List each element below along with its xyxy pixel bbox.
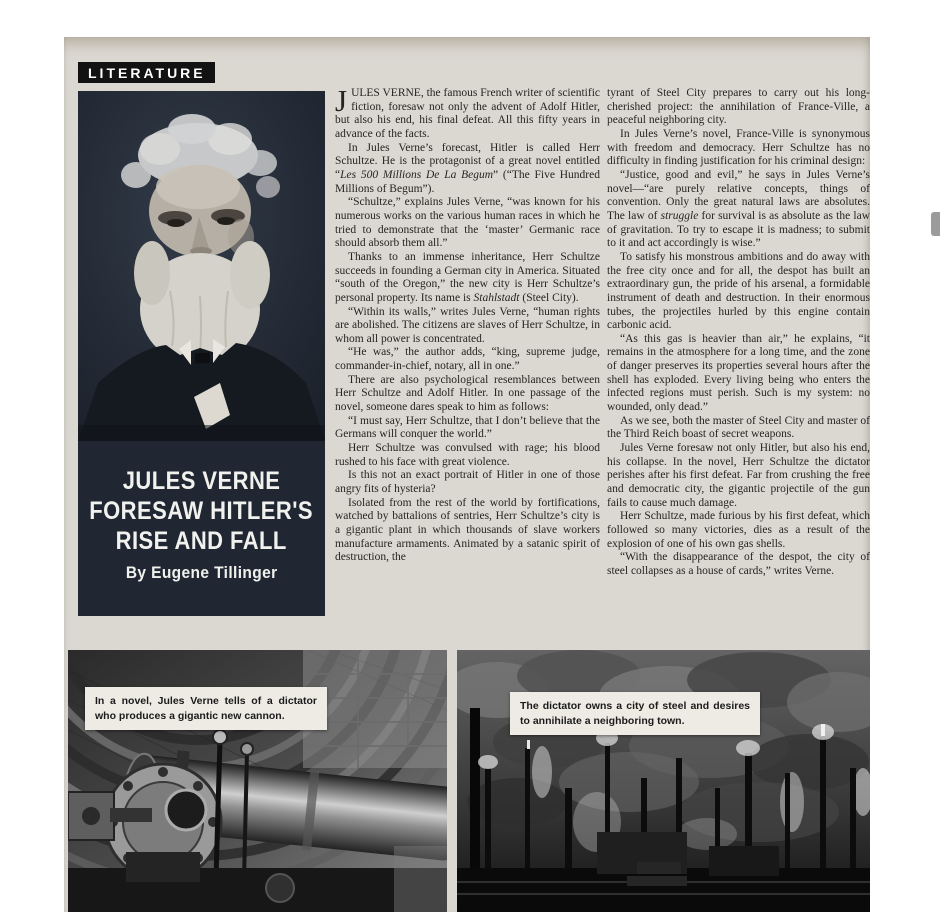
paragraph: JULES VERNE, the famous French writer of scientific fiction, foresaw not only the advent of Adolf Hitler, but also his end, his final defeat. All this fifty years in advance of the facts.	[335, 87, 600, 140]
paragraph: “I must say, Herr Schultze, that I don’t believe that the Germans will conquer the world.”	[335, 414, 600, 441]
paragraph: In Jules Verne’s forecast, Hitler is called Herr Schultze. He is the protagonist of a great novel entitled “Les 500 Millions De La Begum” (“The Five Hundred Millions of Begum”).	[335, 141, 600, 195]
steel-city-photo	[457, 650, 870, 912]
paragraph: As we see, both the master of Steel City and master of the Third Reich boast of secret weapons.	[607, 414, 870, 441]
paragraph: In Jules Verne’s novel, France-Ville is synonymous with freedom and democracy. Herr Schultze has no difficulty in finding justification for his criminal design:	[607, 127, 870, 168]
paragraph: Isolated from the rest of the world by fortifications, watched by battalions of sentries, Herr Schultze’s city is a gigantic plant in which thousands of slave workers manufacture armaments. Animated by a satanic spirit of destruction, the	[335, 496, 600, 564]
paragraph: “With the disappearance of the despot, the city of steel collapses as a house of cards,” writes Verne.	[607, 551, 870, 577]
drop-cap: J	[335, 87, 348, 118]
headline-line-2: FORESAW HITLER'S	[89, 497, 314, 525]
article-column-2	[607, 87, 870, 635]
steel-city-illustration	[457, 650, 870, 912]
jules-verne-portrait	[78, 91, 325, 441]
paragraph: “As this gas is heavier than air,” he explains, “it remains in the atmosphere for a long time, and the zone of danger preserves its properties several hours after the shell has exploded. Every living being who enters the infected regions must perish. Such is my system: no wounded, only dead.”	[607, 332, 870, 414]
paragraph: Jules Verne foresaw not only Hitler, but also his end, his collapse. In the novel, Herr Schultze the dictator perishes after his first defeat. Far from crushing the free and democratic city, the gigantic projectile of the gun fails to cause much damage.	[607, 442, 870, 509]
cannon-caption: In a novel, Jules Verne tells of a dictator who produces a gigantic new cannon.	[85, 687, 327, 730]
headline-line-1: JULES VERNE	[122, 467, 281, 495]
paragraph: Is this not an exact portrait of Hitler in one of those angry fits of hysteria?	[335, 469, 600, 496]
byline: By Eugene Tillinger	[125, 564, 278, 582]
article-masthead	[78, 441, 325, 616]
steel-city-caption: The dictator owns a city of steel and desires to annihilate a neighboring town.	[510, 692, 760, 735]
paragraph: “Within its walls,” writes Jules Verne, “human rights are abolished. The citizens are slaves of Herr Schultze, in whom all power is concentrated.	[335, 305, 600, 345]
magazine-page	[64, 37, 870, 912]
article-column-1	[335, 87, 600, 635]
headline-line-3: RISE AND FALL	[115, 527, 288, 555]
section-label: LITERATURE	[78, 62, 215, 83]
paragraph: Thanks to an immense inheritance, Herr Schultze succeeds in founding a German city in America. Situated “south of the Oregon,” the new city is Herr Schultze’s personal property. Its name is Stahlstadt (Steel City).	[335, 250, 600, 304]
scan-edge-mark	[931, 212, 940, 236]
paragraph: There are also psychological resemblances between Herr Schultze and Adolf Hitler. In one passage of the novel, someone dares speak to him as follows:	[335, 373, 600, 414]
paragraph: Herr Schultze, made furious by his first defeat, which followed so many victories, dies as a result of the explosion of one of his own gas shells.	[607, 510, 870, 550]
paragraph: “Justice, good and evil,” he says in Jules Verne’s novel—“are purely relative concepts, things of convention. Only the great natural laws are absolutes. The law of struggle for survival is as absolute as the law of gravitation. To try to escape it is madness; to submit to it and act accordingly is wise.”	[607, 168, 870, 250]
paragraph: “Schultze,” explains Jules Verne, “was known for his numerous works on the various human races in which he tried to demonstrate that the ‘master’ Germanic race should absorb them all.”	[335, 196, 600, 250]
paragraph: tyrant of Steel City prepares to carry out his long-cherished project: the annihilation of France-Ville, a peaceful neighboring city.	[607, 87, 870, 127]
paragraph: “He was,” the author adds, “king, supreme judge, commander-in-chief, notary, all in one.”	[335, 346, 600, 373]
portrait-panel	[78, 91, 325, 616]
paragraph: To satisfy his monstrous ambitions and do away with the free city once and for all, the despot has built an extraordinary gun, the pride of his arsenal, a formidable instrument of death and destruction. In their enormous tubes, the projectiles hurled by this engine contain carbonic acid.	[607, 250, 870, 332]
paragraph: Herr Schultze was convulsed with rage; his blood rushed to his face with great violence.	[335, 442, 600, 468]
